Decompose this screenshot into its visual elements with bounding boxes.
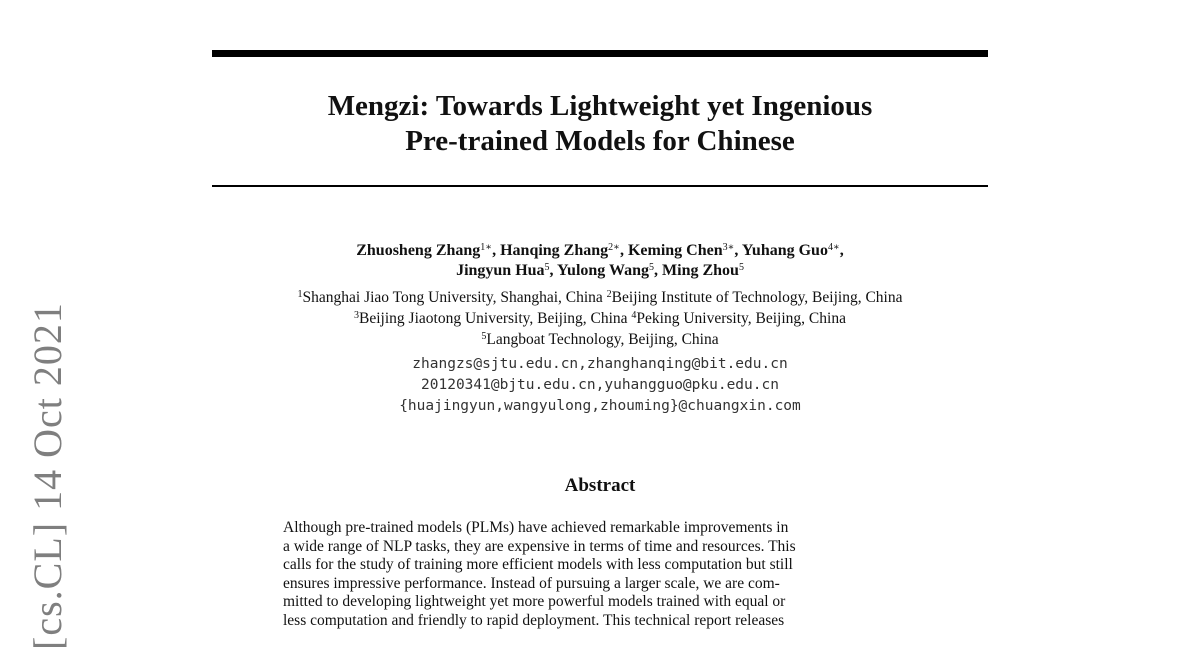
affiliation-row-1 [150, 287, 1050, 308]
author-sep: , [549, 262, 557, 279]
affiliation-row-3 [150, 329, 1050, 350]
author-sep: , [654, 262, 663, 279]
email-line: zhangzs@sjtu.edu.cn,zhanghanqing@bit.edu.cn [412, 356, 788, 372]
author-name: Jingyun Hua [456, 262, 545, 279]
affiliation-mark: 1 [297, 289, 303, 300]
email-line: {huajingyun,wangyulong,zhouming}@chuangxin.com [399, 398, 801, 414]
author-name: Yuhang Guo [741, 242, 828, 259]
abstract-line: mitted to developing lightweight yet more powerful models trained with equal or [283, 593, 786, 610]
author-name: Yulong Wang [556, 262, 650, 279]
abstract-line: less computation and friendly to rapid deployment. This technical report releases [283, 611, 785, 629]
affiliation-mark: 3 [354, 310, 360, 321]
author-sep: , [619, 242, 628, 259]
affiliation-mark: 2 [606, 289, 612, 300]
abstract-line: a wide range of NLP tasks, they are expensive in terms of time and resources. This [283, 537, 796, 555]
author-mark: 5 [738, 262, 744, 273]
author-list [150, 241, 1050, 281]
email-list [150, 354, 1050, 417]
author-mark: 2∗ [608, 242, 620, 253]
title-line-1: Mengzi: Towards Lightweight yet Ingenious [327, 90, 873, 122]
author-name: Ming Zhou [662, 262, 739, 279]
abstract-line: Although pre-trained models (PLMs) have achieved remarkable improvements in [283, 519, 789, 536]
author-row-2 [150, 261, 1050, 281]
arxiv-side-stamp: [cs.CL] 14 Oct 2021 [25, 302, 70, 650]
affiliation-text: Peking University, Beijing, China [636, 310, 846, 327]
author-mark: 4∗ [827, 242, 840, 253]
affiliation-mark: 4 [631, 310, 637, 321]
affiliation-row-2 [150, 308, 1050, 329]
author-sep: , [839, 242, 844, 259]
author-mark: 3∗ [722, 242, 735, 253]
author-mark: 5 [649, 262, 655, 273]
abstract-line: ensures impressive performance. Instead of pursuing a larger scale, we are com- [283, 574, 780, 592]
author-sep: , [734, 242, 742, 259]
paper-title [212, 89, 988, 159]
author-mark: 5 [544, 262, 550, 273]
top-rule [212, 50, 988, 57]
abstract-heading: Abstract [564, 475, 636, 496]
affiliation-mark: 5 [481, 331, 487, 342]
email-line: 20120341@bjtu.edu.cn,yuhangguo@pku.edu.cn [421, 377, 779, 393]
author-name: Zhuosheng Zhang [356, 242, 481, 259]
author-name: Hanqing Zhang [500, 242, 609, 259]
author-sep: , [492, 242, 501, 259]
affiliation-list [150, 287, 1050, 350]
affiliation-text: Beijing Institute of Technology, Beijing, China [611, 289, 903, 306]
author-name: Keming Chen [627, 242, 723, 259]
title-bottom-rule [212, 185, 988, 187]
affiliation-text: Langboat Technology, Beijing, China [486, 331, 719, 348]
title-line-2: Pre-trained Models for Chinese [405, 125, 795, 157]
affiliation-text: Beijing Jiaotong University, Beijing, China [359, 310, 632, 327]
author-mark: 1∗ [480, 242, 493, 253]
abstract-line: calls for the study of training more efficient models with less computation but still [283, 556, 793, 573]
affiliation-text: Shanghai Jiao Tong University, Shanghai, China [302, 289, 607, 306]
abstract-body [283, 519, 923, 630]
author-row-1 [150, 241, 1050, 261]
